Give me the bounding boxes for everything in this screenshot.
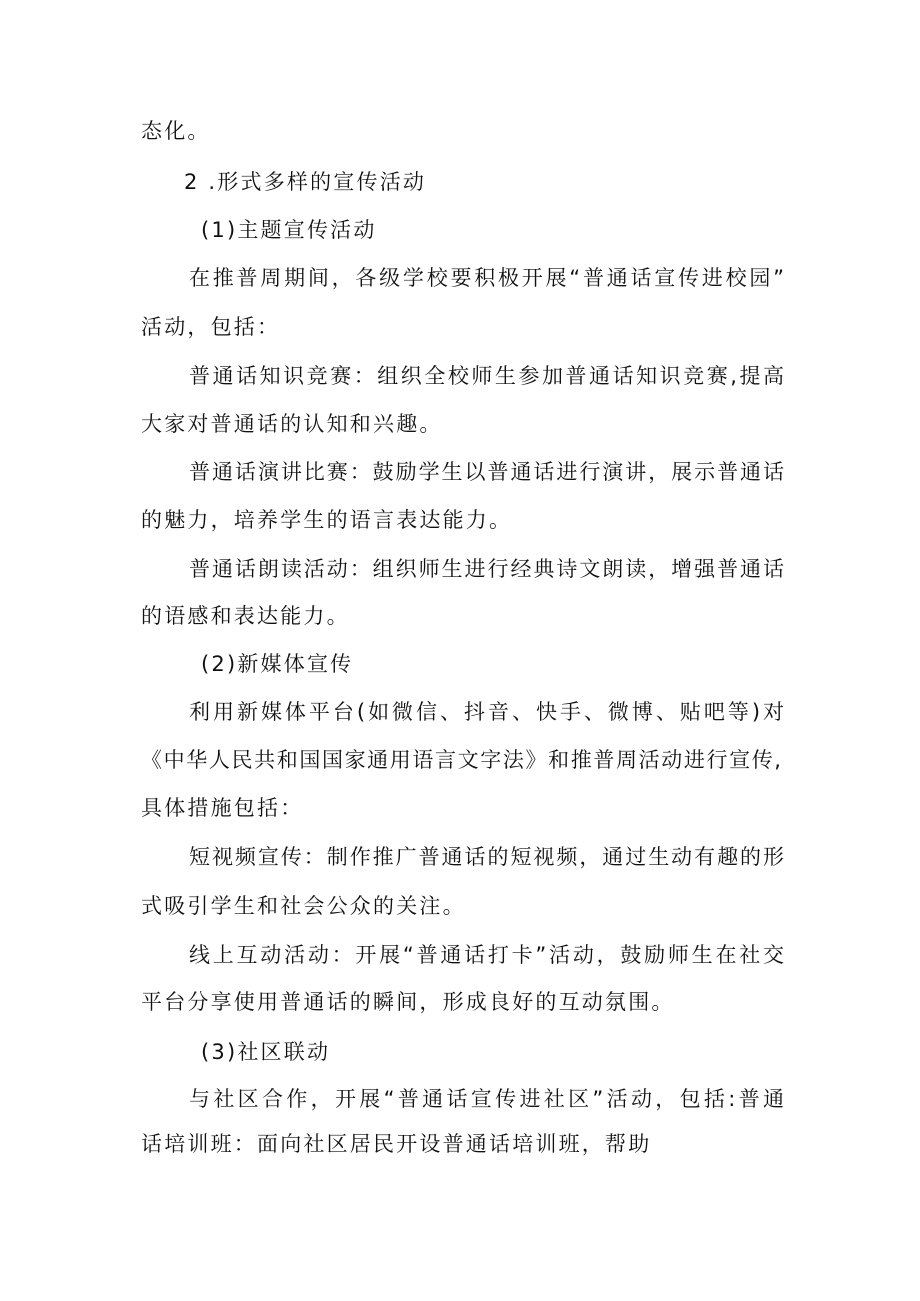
text-line: 线上互动活动：开展“普通话打卡”活动，鼓励师生在社交 xyxy=(189,943,784,967)
text-line: 与社区合作，开展“普通话宣传进社区”活动，包括:普通 xyxy=(189,1087,784,1111)
section-heading: 2 .形式多样的宣传活动 xyxy=(184,170,427,194)
text-line: 平台分享使用普通话的瞬间，形成良好的互动氛围。 xyxy=(141,990,675,1014)
text-line: 态化。 xyxy=(141,119,211,143)
text-line: 式吸引学生和社会公众的关注。 xyxy=(141,894,466,918)
text-line: 利用新媒体平台(如微信、抖音、快手、微博、贴吧等)对 xyxy=(189,700,784,724)
text-line: 活动，包括： xyxy=(141,315,281,339)
text-line: 短视频宣传：制作推广普通话的短视频，通过生动有趣的形 xyxy=(189,845,784,869)
text-line: 大家对普通话的认知和兴趣。 xyxy=(141,412,443,436)
text-line: 《中华人民共和国国家通用语言文字法》和推普周活动进行宣传, xyxy=(141,748,781,772)
subsection-heading: (3)社区联动 xyxy=(201,1040,331,1064)
text-line: 普通话知识竞赛：组织全校师生参加普通话知识竞赛,提高 xyxy=(189,364,784,388)
text-line: 具体措施包括： xyxy=(141,796,304,820)
text-line: 的语感和表达能力。 xyxy=(141,604,350,628)
text-line: 普通话朗读活动：组织师生进行经典诗文朗读，增强普通话 xyxy=(189,557,784,581)
text-line: 普通话演讲比赛：鼓励学生以普通话进行演讲，展示普通话 xyxy=(189,460,784,484)
text-line: 的魅力，培养学生的语言表达能力。 xyxy=(141,508,513,532)
subsection-heading: (1)主题宣传活动 xyxy=(201,218,377,242)
subsection-heading: (2)新媒体宣传 xyxy=(201,652,354,676)
text-line: 在推普周期间，各级学校要积极开展“普通话宣传进校园” xyxy=(189,266,784,290)
text-line: 话培训班：面向社区居民开设普通话培训班，帮助 xyxy=(141,1132,652,1156)
